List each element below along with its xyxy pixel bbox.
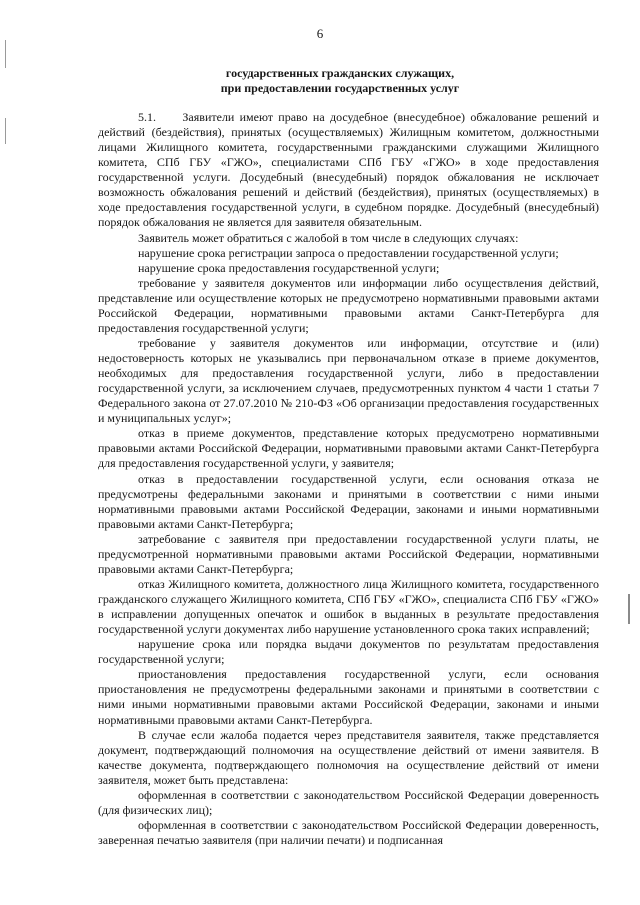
paragraph: нарушение срока регистрации запроса о предоставлении государственной услуги; xyxy=(138,245,559,260)
paragraph: требование у заявителя документов или информации либо осуществления действий, представление или осуществление которых не предусмотрено нормативными правовыми актами Российской Федерации, нормативными правовыми актами Санкт-Петербурга для предоставления государственной услуги; xyxy=(98,275,599,335)
scan-edge-mark xyxy=(5,40,6,68)
section-heading xyxy=(60,66,620,96)
document-body xyxy=(98,110,599,848)
paragraph: приостановления предоставления государственной услуги, если основания приостановления не предусмотрены федеральными законами и принятыми в соответствии с ними иными нормативными правовыми актами Российской Федерации, законами и иными нормативными правовыми актами Санкт-Петербурга. xyxy=(98,667,599,727)
heading-line: при предоставлении государственных услуг xyxy=(220,81,460,95)
paragraph: 5.1. Заявители имеют право на досудебное (внесудебное) обжалование решений и действий (бездействия), принятых (осуществляемых) Жилищным комитетом, должностными лицами Жилищного комитета, государственными гражданскими служащими Жилищного комитета, СПб ГБУ «ГЖО», специалистами СПб ГБУ «ГЖО» в ходе предоставления государственной услуги. Досудебный (внесудебный) порядок обжалования не исключает возможность обжалования решений и действий (бездействия), принятых (осуществляемых) в ходе предоставления государственной услуги, в судебном порядке. Досудебный (внесудебный) порядок обжалования не является для заявителя обязательным. xyxy=(98,110,599,230)
paragraph: нарушение срока или порядка выдачи документов по результатам предоставления государственной услуги; xyxy=(98,637,599,667)
paragraph: требование у заявителя документов или информации, отсутствие и (или) недостоверность которых не указывались при первоначальном отказе в приеме документов, необходимых для предоставления государственной услуги, либо в предоставлении государственной услуги, за исключением случаев, предусмотренных пунктом 4 части 1 статьи 7 Федерального закона от 27.07.2010 № 210-ФЗ «Об организации предоставления государственных и муниципальных услуг»; xyxy=(98,335,599,426)
paragraph: отказ в предоставлении государственной услуги, если основания отказа не предусмотрены федеральными законами и принятыми в соответствии с ними иными нормативными правовыми актами Российской Федерации, законами и иными нормативными правовыми актами Санкт-Петербурга; xyxy=(98,471,599,531)
paragraph: В случае если жалоба подается через представителя заявителя, также представляется документ, подтверждающий полномочия на осуществление действий от имени заявителя. В качестве документа, подтверждающего полномочия на осуществление действий от имени заявителя, может быть представлена: xyxy=(98,727,599,787)
page-number: 6 xyxy=(316,26,324,41)
paragraph: нарушение срока предоставления государственной услуги; xyxy=(138,260,440,275)
paragraph: Заявитель может обратиться с жалобой в том числе в следующих случаях: xyxy=(138,230,519,245)
scan-edge-mark xyxy=(628,594,630,624)
paragraph: оформленная в соответствии с законодательством Российской Федерации доверенность, заверенная печатью заявителя (при наличии печати) и подписанная xyxy=(98,817,599,847)
paragraph: отказ Жилищного комитета, должностного лица Жилищного комитета, государственного гражданского служащего Жилищного комитета, СПб ГБУ «ГЖО», специалиста СПб ГБУ «ГЖО» в исправлении допущенных опечаток и ошибок в выданных в результате предоставления государственной услуги документах либо нарушение установленного срока таких исправлений; xyxy=(98,576,599,637)
paragraph: затребование с заявителя при предоставлении государственной услуги платы, не предусмотренной нормативными правовыми актами Российской Федерации, нормативными правовыми актами Санкт-Петербурга; xyxy=(98,531,599,576)
heading-line: государственных гражданских служащих, xyxy=(225,66,455,80)
scan-edge-mark xyxy=(5,118,6,144)
paragraph: оформленная в соответствии с законодательством Российской Федерации доверенность (для физических лиц); xyxy=(98,787,599,817)
paragraph: отказ в приеме документов, представление которых предусмотрено нормативными правовыми актами Российской Федерации, нормативными правовыми актами Санкт-Петербурга для предоставления государственной услуги, у заявителя; xyxy=(98,426,599,471)
